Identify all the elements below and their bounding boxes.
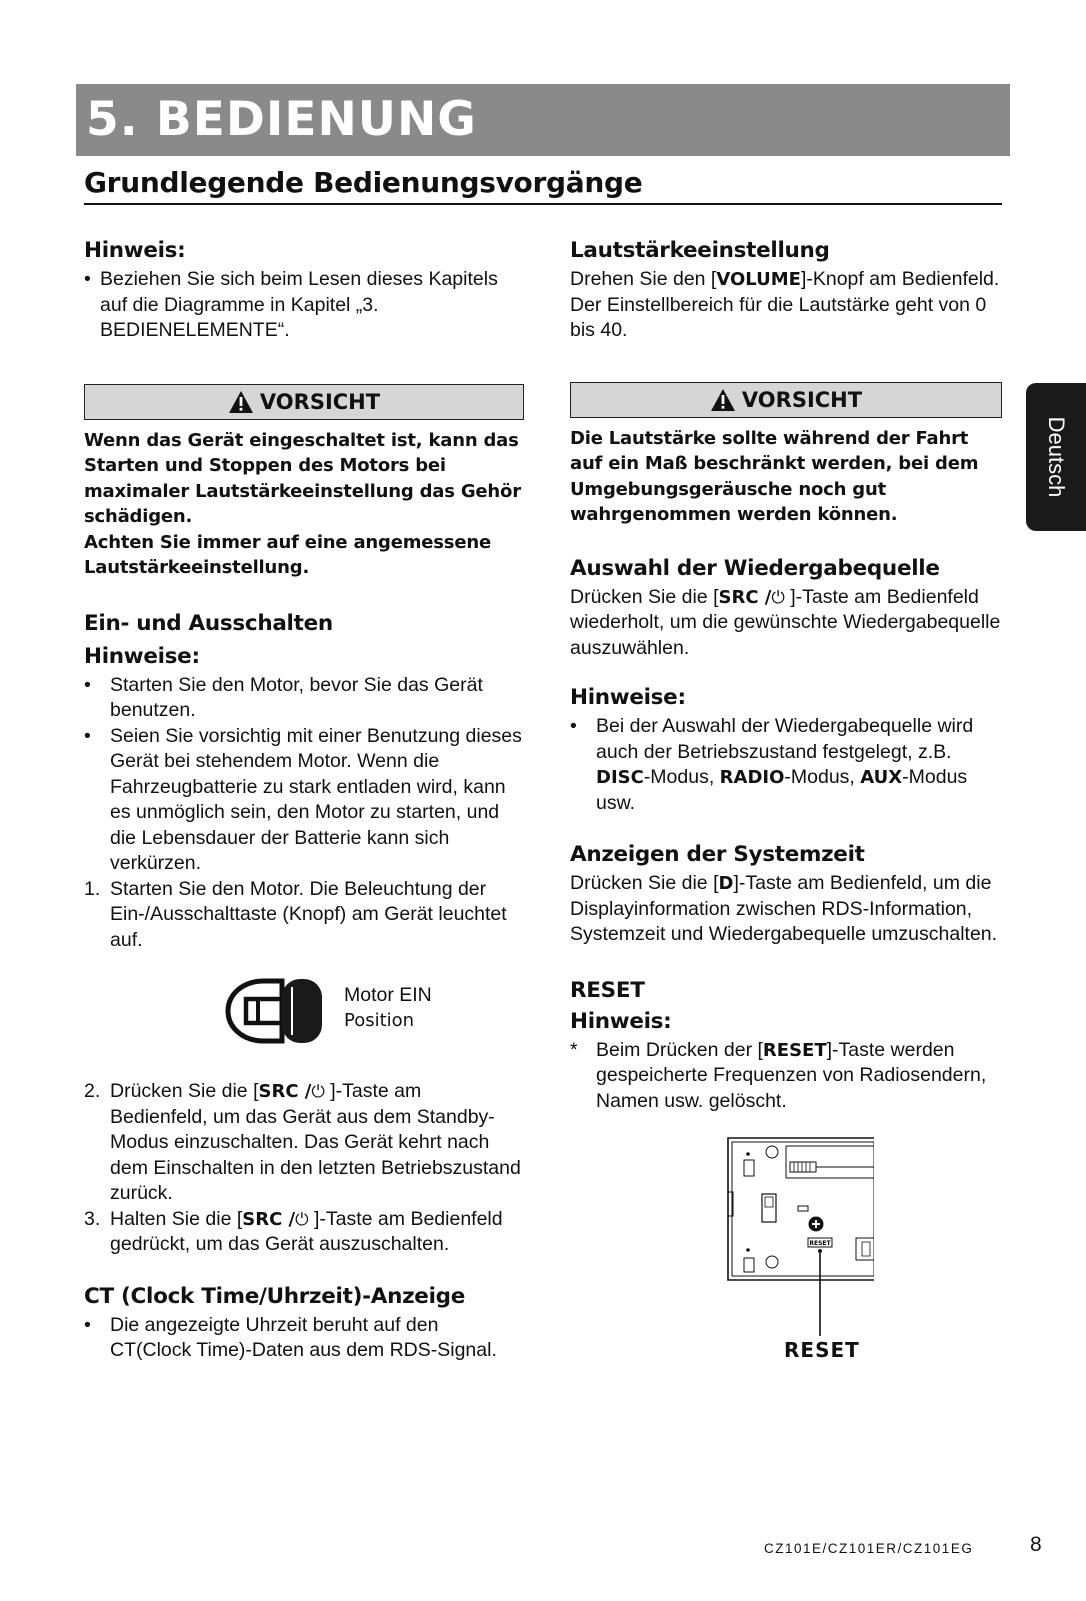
model-number: CZ101E/CZ101ER/CZ101EG: [764, 1541, 974, 1556]
power-icon: ⏻: [295, 1209, 309, 1229]
caution-label: VORSICHT: [259, 389, 381, 414]
step-2: 2. Drücken Sie die [SRC /⏻ ]-Taste am Bedienfeld, um das Gerät aus dem Standby-Modus einzuschalten. Das Gerät kehrt nach dem Einschalten in den letzten Betriebszustand zurück.: [84, 1080, 521, 1204]
ct-heading: CT (Clock Time/Uhrzeit)-Anzeige: [84, 1283, 466, 1309]
time-text: Drücken Sie die [D]-Taste am Bedienfeld, um die Displayinformation zwischen RDS-Information, Systemzeit und Wiedergabequelle umzuschalten.: [570, 872, 998, 945]
warning-icon: [228, 390, 254, 414]
section-title: Grundlegende Bedienungsvorgänge: [84, 166, 1002, 205]
time-heading: Anzeigen der Systemzeit: [570, 842, 865, 867]
power-heading: Ein- und Ausschalten: [84, 610, 333, 636]
reset-figure-label: RESET: [784, 1338, 860, 1362]
list-item: • Starten Sie den Motor, bevor Sie das Gerät benutzen.: [84, 673, 483, 721]
left-column: [84, 238, 524, 1364]
motor-on-figure: [84, 975, 524, 1065]
power-steps-1: [84, 877, 524, 954]
hinweis-heading: Hinweis:: [84, 238, 186, 263]
source-heading: Auswahl der Wiedergabequelle: [570, 555, 940, 581]
caution-text-left: [84, 428, 524, 581]
step-3: 3. Halten Sie die [SRC /⏻ ]-Taste am Bedienfeld gedrückt, um das Gerät auszuschalten.: [84, 1207, 503, 1255]
volume-text: Drehen Sie den [VOLUME]-Knopf am Bedienfeld.: [570, 268, 1000, 290]
reset-note-list: [570, 1038, 1002, 1115]
power-icon: ⏻: [771, 587, 785, 607]
source-text: Drücken Sie die [SRC /⏻ ]-Taste am Bedienfeld wiederholt, um die gewünschte Wiedergabequelle auszuwählen.: [570, 585, 1001, 659]
language-tab: [1026, 383, 1086, 531]
warning-icon: [710, 388, 736, 412]
power-notes-heading: Hinweise:: [84, 643, 200, 669]
page-number: 8: [1030, 1533, 1042, 1556]
power-steps-2: [84, 1079, 524, 1258]
list-item: • Die angezeigte Uhrzeit beruht auf den CT(Clock Time)-Daten aus dem RDS-Signal.: [84, 1313, 497, 1361]
volume-range-text: Der Einstellbereich für die Lautstärke geht von 0 bis 40.: [570, 293, 987, 341]
reset-figure: [570, 1136, 1002, 1376]
ct-list: [84, 1313, 524, 1364]
ignition-key-icon: [224, 975, 326, 1047]
right-column: [570, 238, 1002, 1376]
caution-box-left: [84, 384, 524, 420]
hinweis-list: [84, 267, 524, 344]
reset-heading: RESET: [570, 977, 645, 1003]
list-item: • Seien Sie vorsichtig mit einer Benutzung dieses Gerät bei stehendem Motor. Wenn die Fahrzeugbatterie zu stark entladen wird, kann es unmöglich sein, den Motor zu starten, und die Lebensdauer der Batterie kann sich verkürzen.: [84, 724, 522, 874]
source-notes-heading: Hinweise:: [570, 685, 686, 710]
volume-heading: Lautstärkeeinstellung: [570, 238, 830, 263]
list-item: * Beim Drücken der [RESET]-Taste werden gespeicherte Frequenzen von Radiosendern, Namen usw. gelöscht.: [570, 1038, 987, 1112]
language-tab-label: Deutsch: [1044, 416, 1069, 498]
power-icon: ⏻: [311, 1082, 325, 1101]
reset-note-heading: Hinweis:: [570, 1008, 672, 1034]
power-notes-list: [84, 673, 524, 877]
chapter-title: 5. BEDIENUNG: [76, 84, 1010, 156]
caution-text-right: Die Lautstärke sollte während der Fahrt auf ein Maß beschränkt werden, bei dem Umgebungsgeräusche noch gut wahrgenommen werden können.: [570, 427, 979, 525]
motor-label: Motor EIN Position: [344, 984, 432, 1031]
caution-text-2: Achten Sie immer auf eine angemessene Lautstärkeeinstellung.: [84, 531, 491, 578]
caution-text-1: Wenn das Gerät eingeschaltet ist, kann das Starten und Stoppen des Motors bei maximaler Lautstärkeeinstellung das Gehör schädigen.: [84, 429, 521, 527]
step-1: 1. Starten Sie den Motor. Die Beleuchtung der Ein-/Ausschalttaste (Knopf) am Gerät leuchtet auf.: [84, 877, 507, 951]
reset-small-label: RESET: [809, 1240, 831, 1247]
hinweis-item: • Beziehen Sie sich beim Lesen dieses Kapitels auf die Diagramme in Kapitel „3. BEDIENELEMENTE“.: [84, 267, 524, 344]
caution-label: VORSICHT: [741, 387, 863, 412]
source-notes-list: [570, 714, 1002, 816]
caution-box-right: [570, 382, 1002, 418]
list-item: • Bei der Auswahl der Wiedergabequelle wird auch der Betriebszustand festgelegt, z.B. DISC-Modus, RADIO-Modus, AUX-Modus usw.: [570, 715, 974, 814]
faceplate-diagram: [726, 1136, 874, 1336]
